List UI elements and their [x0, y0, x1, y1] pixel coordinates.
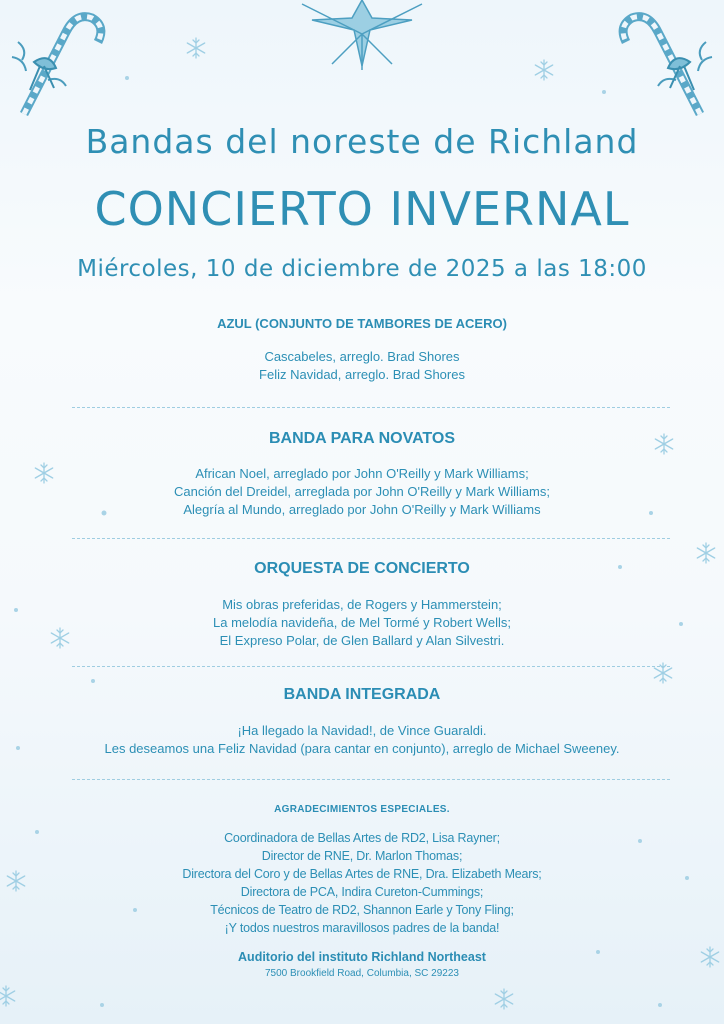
org-name: Bandas del noreste de Richland: [85, 122, 639, 161]
section-heading: BANDA PARA NOVATOS: [268, 430, 456, 447]
thanks-heading: AGRADECIMIENTOS ESPECIALES.: [274, 804, 450, 815]
program-line: Les deseamos una Feliz Navidad (para cantar en conjunto), arreglo de Michael Sweeney.: [104, 741, 620, 756]
program-line: Canción del Dreidel, arreglada por John O'Reilly y Mark Williams;: [173, 484, 550, 499]
thanks-line: Director de RNE, Dr. Marlon Thomas;: [261, 849, 463, 863]
section-heading: AZUL (CONJUNTO DE TAMBORES DE ACERO): [217, 316, 507, 331]
page-title: CONCIERTO INVERNAL: [94, 182, 630, 236]
divider: [72, 666, 670, 667]
program-line: Cascabeles, arreglo. Brad Shores: [264, 349, 460, 364]
section-heading: ORQUESTA DE CONCIERTO: [254, 560, 470, 577]
program-line: El Expreso Polar, de Glen Ballard y Alan Silvestri.: [219, 633, 505, 648]
thanks-line: Directora del Coro y de Bellas Artes de RNE, Dra. Elizabeth Mears;: [182, 867, 542, 881]
divider: [72, 779, 670, 780]
venue-address: 7500 Brookfield Road, Columbia, SC 29223: [264, 968, 459, 979]
program-line: ¡Ha llegado la Navidad!, de Vince Guaraldi.: [237, 723, 487, 738]
program-line: African Noel, arreglado por John O'Reilly y Mark Williams;: [195, 466, 529, 481]
venue-name: Auditorio del instituto Richland Northeast: [238, 950, 486, 964]
thanks-line: Coordinadora de Bellas Artes de RD2, Lisa Rayner;: [224, 831, 500, 845]
thanks-line: Técnicos de Teatro de RD2, Shannon Earle y Tony Fling;: [210, 903, 514, 917]
thanks-line: ¡Y todos nuestros maravillosos padres de la banda!: [224, 921, 500, 935]
program-line: La melodía navideña, de Mel Tormé y Robert Wells;: [213, 615, 511, 630]
thanks-line: Directora de PCA, Indira Cureton-Cummings;: [240, 885, 484, 899]
section-heading: BANDA INTEGRADA: [283, 686, 441, 703]
program-line: Mis obras preferidas, de Rogers y Hammerstein;: [222, 597, 502, 612]
divider: [72, 407, 670, 408]
program-line: Alegría al Mundo, arreglado por John O'Reilly y Mark Williams: [183, 502, 541, 517]
concert-date: Miércoles, 10 de diciembre de 2025 a las 18:00: [77, 256, 647, 282]
divider: [72, 538, 670, 539]
program-line: Feliz Navidad, arreglo. Brad Shores: [259, 367, 465, 382]
